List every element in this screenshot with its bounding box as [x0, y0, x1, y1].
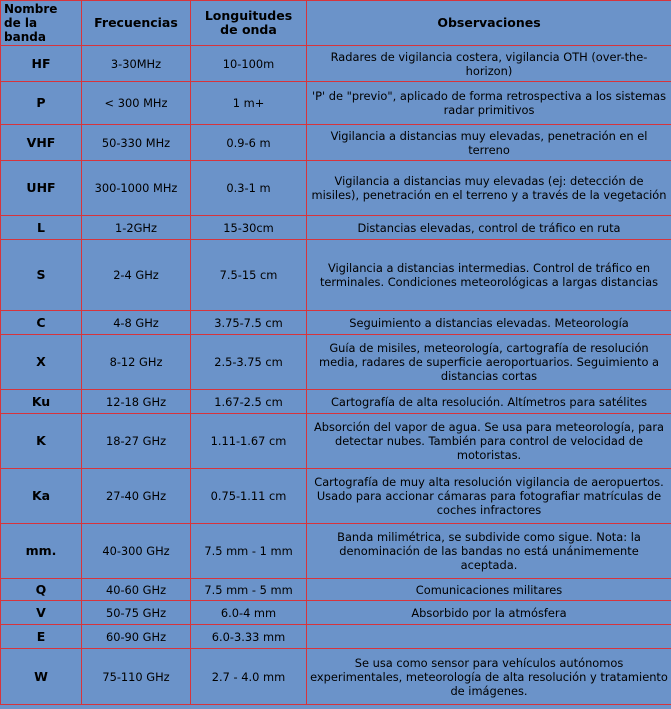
observation-cell: Absorción del vapor de agua. Se usa para meteorología, para detectar nubes. También para control de velocidad de motoristas. — [307, 414, 671, 469]
frequency-cell: 40-60 GHz — [82, 579, 191, 601]
table-row — [1, 524, 671, 579]
band-name-cell: VHF — [1, 125, 82, 161]
band-name-cell: S — [1, 240, 82, 311]
frequency-cell: 50-330 MHz — [82, 125, 191, 161]
band-name-cell: K — [1, 414, 82, 469]
band-name-cell: L — [1, 216, 82, 240]
table-row — [1, 161, 671, 216]
observation-cell — [307, 625, 671, 649]
table-row — [1, 649, 671, 705]
wavelength-cell: 1 m+ — [191, 82, 307, 125]
band-name-cell: C — [1, 311, 82, 335]
wavelength-cell: 10-100m — [191, 46, 307, 82]
table-row — [1, 46, 671, 82]
wavelength-cell: 7.5 mm - 5 mm — [191, 579, 307, 601]
band-name-cell: P — [1, 82, 82, 125]
wavelength-cell: 15-30cm — [191, 216, 307, 240]
band-name-cell: V — [1, 601, 82, 625]
frequency-cell: 300-1000 MHz — [82, 161, 191, 216]
table-row — [1, 216, 671, 240]
frequency-cell: 2-4 GHz — [82, 240, 191, 311]
band-name-cell: Ku — [1, 390, 82, 414]
wavelength-cell: 1.67-2.5 cm — [191, 390, 307, 414]
observation-cell: Cartografía de alta resolución. Altímetros para satélites — [307, 390, 671, 414]
wavelength-cell: 6.0-4 mm — [191, 601, 307, 625]
frequency-cell: 1-2GHz — [82, 216, 191, 240]
wavelength-cell: 0.3-1 m — [191, 161, 307, 216]
band-name-cell: HF — [1, 46, 82, 82]
observation-cell: Distancias elevadas, control de tráfico en ruta — [307, 216, 671, 240]
observation-cell: Vigilancia a distancias intermedias. Control de tráfico en terminales. Condiciones meteorológicas a largas distancias — [307, 240, 671, 311]
frequency-cell: < 300 MHz — [82, 82, 191, 125]
observation-cell: Se usa como sensor para vehículos autónomos experimentales, meteorología de alta resolución y tratamiento de imágenes. — [307, 649, 671, 705]
table-row — [1, 414, 671, 469]
table-row — [1, 625, 671, 649]
frequency-cell: 50-75 GHz — [82, 601, 191, 625]
wavelength-cell: 0.75-1.11 cm — [191, 469, 307, 524]
observation-cell: 'P' de "previo", aplicado de forma retrospectiva a los sistemas radar primitivos — [307, 82, 671, 125]
observation-cell: Seguimiento a distancias elevadas. Meteorología — [307, 311, 671, 335]
observation-cell: Banda milimétrica, se subdivide como sigue. Nota: la denominación de las bandas no está unánimemente aceptada. — [307, 524, 671, 579]
table-row — [1, 579, 671, 601]
observation-cell: Radares de vigilancia costera, vigilancia OTH (over-the-horizon) — [307, 46, 671, 82]
wavelength-cell: 6.0-3.33 mm — [191, 625, 307, 649]
band-name-cell: W — [1, 649, 82, 705]
wavelength-cell: 1.11-1.67 cm — [191, 414, 307, 469]
band-name-cell: mm. — [1, 524, 82, 579]
band-name-cell: E — [1, 625, 82, 649]
observation-cell: Vigilancia a distancias muy elevadas (ej: detección de misiles), penetración en el terreno y a través de la vegetación — [307, 161, 671, 216]
header-frequencies: Frecuencias — [82, 1, 191, 46]
band-name-cell: UHF — [1, 161, 82, 216]
frequency-cell: 60-90 GHz — [82, 625, 191, 649]
frequency-cell: 40-300 GHz — [82, 524, 191, 579]
band-name-cell: Ka — [1, 469, 82, 524]
wavelength-cell: 7.5-15 cm — [191, 240, 307, 311]
table-row — [1, 469, 671, 524]
wavelength-cell: 2.7 - 4.0 mm — [191, 649, 307, 705]
table-row — [1, 240, 671, 311]
table-row — [1, 82, 671, 125]
observation-cell: Absorbido por la atmósfera — [307, 601, 671, 625]
table-row — [1, 601, 671, 625]
frequency-cell: 8-12 GHz — [82, 335, 191, 390]
frequency-cell: 12-18 GHz — [82, 390, 191, 414]
table-row — [1, 390, 671, 414]
band-name-cell: X — [1, 335, 82, 390]
frequency-cell: 75-110 GHz — [82, 649, 191, 705]
frequency-cell: 3-30MHz — [82, 46, 191, 82]
frequency-cell: 4-8 GHz — [82, 311, 191, 335]
table-row — [1, 311, 671, 335]
observation-cell: Guía de misiles, meteorología, cartografía de resolución media, radares de superficie aeroportuarios. Seguimiento a distancias cortas — [307, 335, 671, 390]
table-header-row — [1, 1, 671, 46]
header-observations: Observaciones — [307, 1, 671, 46]
table-row — [1, 125, 671, 161]
observation-cell: Comunicaciones militares — [307, 579, 671, 601]
header-wavelengths: Longuitudes de onda — [191, 1, 307, 46]
observation-cell: Vigilancia a distancias muy elevadas, penetración en el terreno — [307, 125, 671, 161]
band-name-cell: Q — [1, 579, 82, 601]
table-row — [1, 335, 671, 390]
frequency-cell: 18-27 GHz — [82, 414, 191, 469]
frequency-cell: 27-40 GHz — [82, 469, 191, 524]
header-band-name: Nombre de la banda — [1, 1, 82, 46]
wavelength-cell: 2.5-3.75 cm — [191, 335, 307, 390]
wavelength-cell: 3.75-7.5 cm — [191, 311, 307, 335]
observation-cell: Cartografía de muy alta resolución vigilancia de aeropuertos. Usado para accionar cámaras para fotografiar matrículas de coches infractores — [307, 469, 671, 524]
wavelength-cell: 7.5 mm - 1 mm — [191, 524, 307, 579]
wavelength-cell: 0.9-6 m — [191, 125, 307, 161]
